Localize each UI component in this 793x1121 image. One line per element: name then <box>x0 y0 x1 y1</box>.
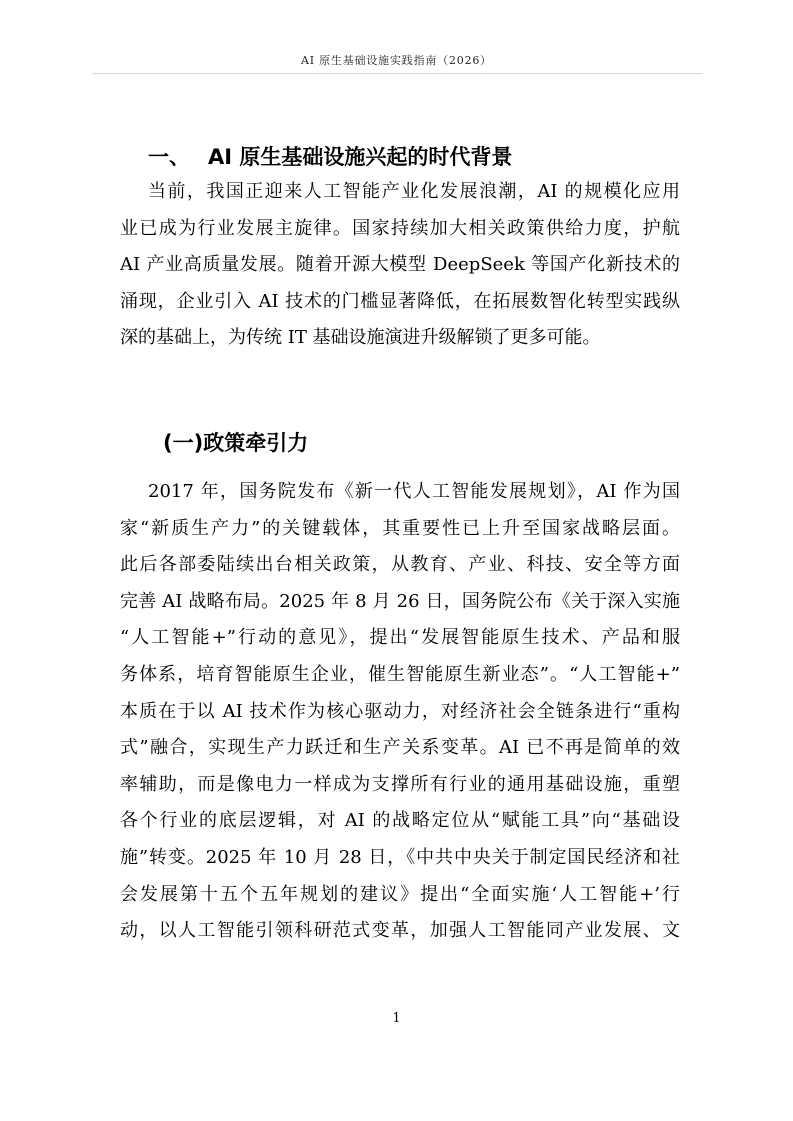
intro-paragraph <box>120 174 680 357</box>
paragraph-line: 当前，我国正迎来人工智能产业化发展浪潮，AI 的规模化应用 <box>148 181 680 202</box>
paragraph-line: 完善 AI 战略布局。2025 年 8 月 26 日，国务院公布《关于深入实施 <box>120 590 680 612</box>
paragraph-line: 2017 年，国务院发布《新一代人工智能发展规划》，AI 作为国 <box>148 481 680 502</box>
paragraph-line: 涌现，企业引入 AI 技术的门槛显著降低，在拓展数智化转型实践纵 <box>120 290 680 312</box>
paragraph-line: 务体系，培育智能原生企业，催生智能原生新业态”。“人工智能+” <box>120 663 680 685</box>
paragraph-line: 各个行业的底层逻辑，对 AI 的战略定位从“赋能工具”向“基础设 <box>120 810 680 832</box>
paragraph-line: 动，以人工智能引领科研范式变革，加强人工智能同产业发展、文 <box>120 920 680 942</box>
paragraph-line: “人工智能+”行动的意见》，提出“发展智能原生技术、产品和服 <box>120 627 680 649</box>
section-title: AI 原生基础设施兴起的时代背景 <box>208 145 513 169</box>
header-divider <box>92 73 702 74</box>
paragraph-line: 会发展第十五个五年规划的建议》提出“全面实施‘人工智能+’行 <box>120 883 680 905</box>
paragraph-line: 式”融合，实现生产力跃迁和生产关系变革。AI 已不再是简单的效 <box>120 737 680 759</box>
paragraph-line: 业已成为行业发展主旋律。国家持续加大相关政策供给力度，护航 <box>120 217 680 239</box>
section-number: 一、 <box>148 145 190 169</box>
paragraph-line: 此后各部委陆续出台相关政策，从教育、产业、科技、安全等方面 <box>120 554 680 576</box>
running-header: AI 原生基础设施实践指南（2026） <box>301 54 492 67</box>
paragraph-line: AI 产业高质量发展。随着开源大模型 DeepSeek 等国产化新技术的 <box>120 254 680 276</box>
subsection-heading: (一)政策牵引力 <box>163 431 309 455</box>
paragraph-line: 施”转变。2025 年 10 月 28 日，《中共中央关于制定国民经济和社 <box>120 846 680 868</box>
page-number: 1 <box>392 1011 401 1026</box>
section-heading <box>148 141 512 173</box>
paragraph-line: 家“新质生产力”的关键载体，其重要性已上升至国家战略层面。 <box>120 517 680 539</box>
policy-paragraph <box>120 474 680 950</box>
paragraph-line: 率辅助，而是像电力一样成为支撑所有行业的通用基础设施，重塑 <box>120 773 680 795</box>
paragraph-line: 本质在于以 AI 技术作为核心驱动力，对经济社会全链条进行“重构 <box>120 700 680 722</box>
paragraph-line: 深的基础上，为传统 IT 基础设施演进升级解锁了更多可能。 <box>120 327 601 349</box>
